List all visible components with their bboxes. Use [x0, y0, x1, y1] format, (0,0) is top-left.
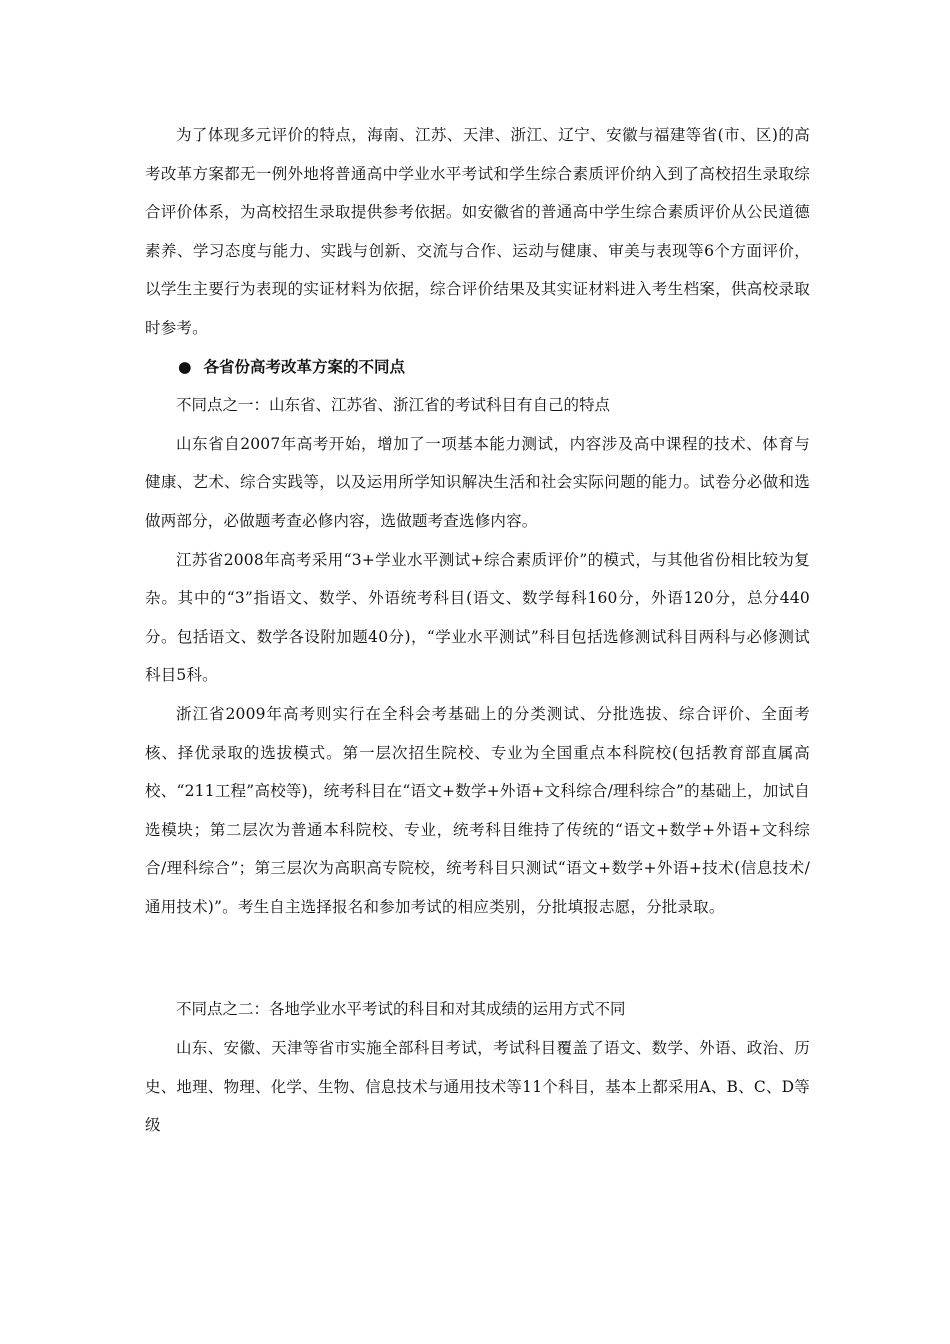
subheading-difference-one: 不同点之一：山东省、江苏省、浙江省的考试科目有自己的特点	[176, 396, 611, 415]
document-body	[145, 116, 810, 1145]
bullet-icon: ●	[178, 356, 192, 376]
section-heading-text: 各省份高考改革方案的不同点	[203, 356, 406, 376]
paragraph-zhejiang: 浙江省2009年高考则实行在全科会考基础上的分类测试、分批选拔、综合评价、全面考核、择优录取的选拔模式。第一层次招生院校、专业为全国重点本科院校(包括教育部直属高校、“211工程”高校等)，统考科目在“语文+数学+外语+文科综合/理科综合”的基础上，加试自选模块；第二层次为普通本科院校、专业，统考科目维持了传统的“语文+数学+外语+文科综合/理科综合”；第三层次为高职高专院校，统考科目只测试“语文+数学+外语+技术(信息技术/通用技术)”。考生自主选择报名和参加考试的相应类别，分批填报志愿，分批录取。	[145, 704, 810, 916]
subheading-difference-two: 不同点之二：各地学业水平考试的科目和对其成绩的运用方式不同	[176, 1000, 626, 1019]
paragraph-jiangsu: 江苏省2008年高考采用“3+学业水平测试+综合素质评价”的模式，与其他省份相比较为复杂。其中的“3”指语文、数学、外语统考科目(语文、数学每科160分，外语120分，总分440分。包括语文、数学各设附加题40分)，“学业水平测试”科目包括选修测试科目两科与必修测试科目5科。	[145, 550, 810, 685]
paragraph-shandong: 山东省自2007年高考开始，增加了一项基本能力测试，内容涉及高中课程的技术、体育与健康、艺术、综合实践等，以及运用所学知识解决生活和社会实际问题的能力。试卷分必做和选做两部分，必做题考查必修内容，选做题考查选修内容。	[145, 434, 810, 530]
section-heading-differences	[145, 348, 810, 387]
blank-line	[145, 926, 810, 990]
paragraph-evaluation-intro: 为了体现多元评价的特点，海南、江苏、天津、浙江、辽宁、安徽与福建等省(市、区)的高考改革方案都无一例外地将普通高中学业水平考试和学生综合素质评价纳入到了高校招生录取综合评价体系，为高校招生录取提供参考依据。如安徽省的普通高中学生综合素质评价从公民道德素养、学习态度与能力、实践与创新、交流与合作、运动与健康、审美与表现等6个方面评价，以学生主要行为表现的实证材料为依据，综合评价结果及其实证材料进入考生档案，供高校录取时参考。	[145, 126, 810, 337]
paragraph-full-subject-exams: 山东、安徽、天津等省市实施全部科目考试，考试科目覆盖了语文、数学、外语、政治、历史、地理、物理、化学、生物、信息技术与通用技术等11个科目，基本上都采用A、B、C、D等级	[145, 1039, 810, 1135]
